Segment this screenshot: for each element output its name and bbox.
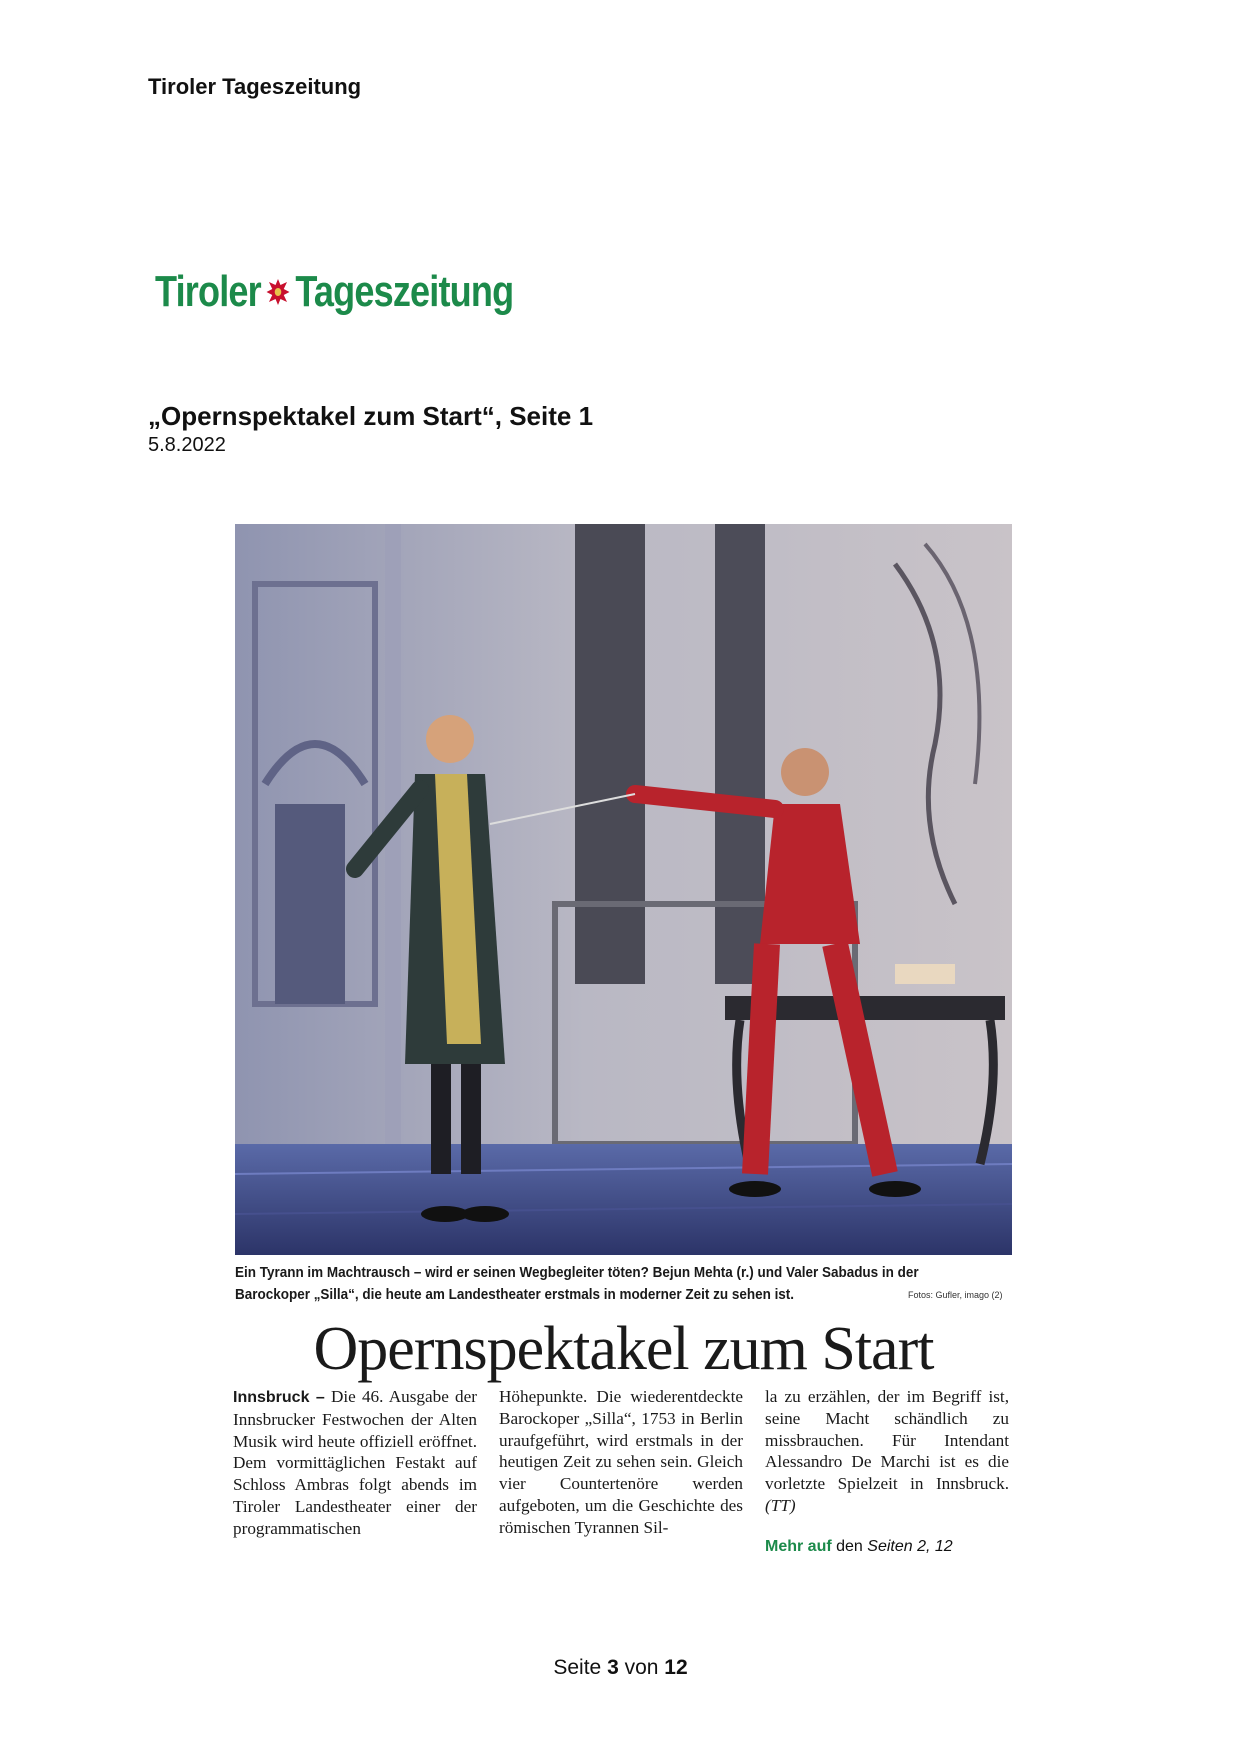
- publication-logo: [155, 262, 513, 322]
- publication-name: Tiroler Tageszeitung: [148, 74, 362, 99]
- column-3-text: la zu erzählen, der im Begriff ist, seine Macht schändlich zu missbrauchen. Für Intendant Alessandro De Marchi ist es die vorletzte Spielzeit in Innsbruck.: [765, 1387, 1009, 1494]
- page-counter: [0, 1656, 1241, 1680]
- article-column-2: Höhepunkte. Die wiederentdeckte Barockoper „Silla“, 1753 in Berlin uraufgeführt, wird erstmals in der heutigen Zeit zu sehen sein. Gleich vier Countertenöre werden aufgeboten, um die Geschichte des römischen Tyrannen Sil-: [499, 1387, 743, 1537]
- author-signature: (TT): [765, 1495, 796, 1515]
- opera-stage-photo: [235, 524, 1012, 1255]
- column-1-text: Die 46. Ausgabe der Innsbrucker Festwochen der Alten Musik wird heute offiziell eröffnet. Dem vormittäglichen Festakt auf Schloss Ambras folgt abends im Tiroler Landestheater einer der programmatischen: [233, 1387, 478, 1538]
- article-column-1: [233, 1386, 477, 1540]
- more-label: Mehr auf: [765, 1538, 832, 1555]
- more-reference: [765, 1538, 953, 1556]
- page-prefix: Seite: [553, 1656, 602, 1679]
- dateline: Innsbruck –: [233, 1389, 325, 1406]
- article-date: 5.8.2022: [148, 434, 226, 456]
- tyrolean-eagle-icon: [264, 275, 292, 309]
- stage-scene-illustration: [235, 524, 1012, 1255]
- current-page: 3: [607, 1656, 619, 1679]
- article-title: „Opernspektakel zum Start“, Seite 1: [148, 401, 594, 431]
- more-pages: Seiten 2, 12: [867, 1538, 953, 1555]
- photo-credit: Fotos: Gufler, imago (2): [908, 1290, 1003, 1300]
- total-pages: 12: [664, 1656, 688, 1679]
- article-headline: Opernspektakel zum Start: [313, 1315, 934, 1383]
- photo-caption: Ein Tyrann im Machtrausch – wird er seinen Wegbegleiter töten? Bejun Mehta (r.) und Valer Sabadus in der Barockoper „Silla“, die heute am Landestheater erstmals in moderner Zeit zu sehen ist.: [235, 1265, 919, 1303]
- page-mid: von: [624, 1656, 659, 1679]
- logo-text-part2: Tageszeitung: [295, 267, 514, 316]
- logo-text-part1: Tiroler: [155, 267, 261, 316]
- more-mid: den: [836, 1538, 863, 1555]
- article-column-3: [765, 1386, 1009, 1517]
